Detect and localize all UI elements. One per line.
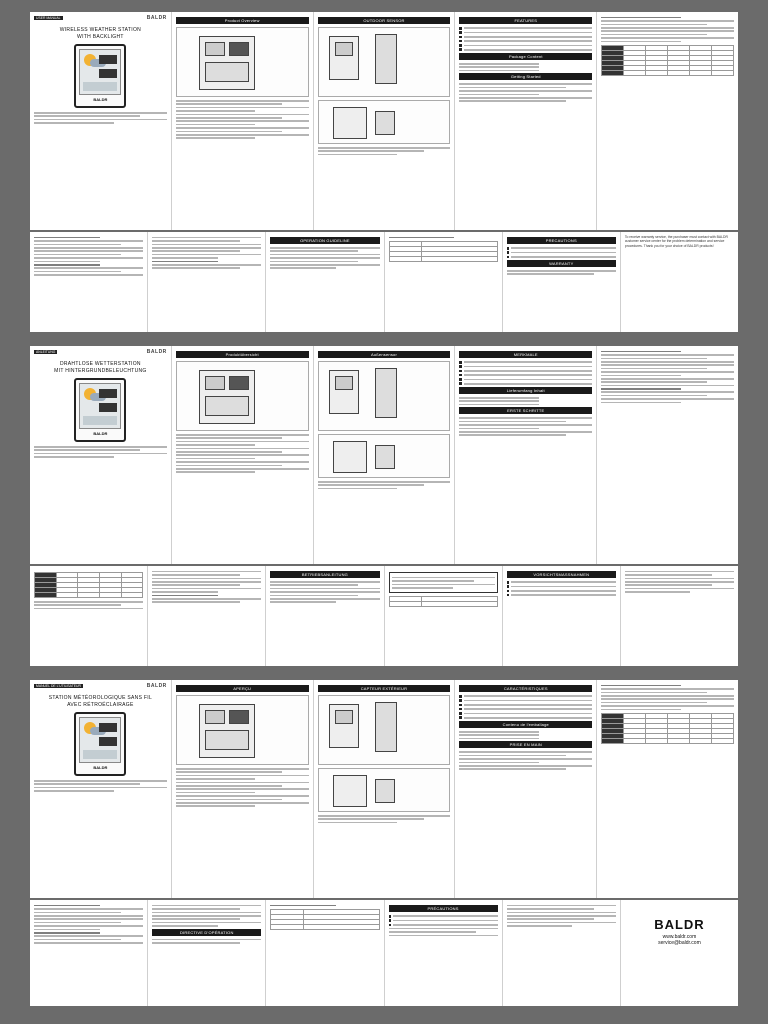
french-sensor-panel <box>314 680 456 898</box>
english-manual-back <box>30 232 738 332</box>
closing-note: To receive warranty service, the purchaser must contact with BALDR customer service center for the problem determination and service procedures. Thank you for your choice of BALDR products! <box>624 235 728 248</box>
section-header: OUTDOOR SENSOR <box>318 17 451 24</box>
english-cover-panel <box>30 12 172 230</box>
weather-station-illustration: BALDR <box>74 712 126 776</box>
german-overview-panel <box>172 346 314 564</box>
section-header: OPERATION GUIDELINE <box>270 237 379 244</box>
section-header: CAPTEUR EXTÉRIEUR <box>318 685 451 692</box>
brand-logo-large: BALDR <box>654 917 705 932</box>
french-manual-front <box>30 680 738 898</box>
section-header: APERÇU <box>176 685 309 692</box>
section-header: Lieferumfang Inhalt <box>459 387 592 394</box>
section-header: DIRECTIVE D'OPÉRATION <box>152 929 261 936</box>
section-header: FEATURES <box>459 17 592 24</box>
weather-station-illustration: BALDR <box>74 44 126 108</box>
section-header: Außensensor <box>318 351 451 358</box>
section-header: PRECAUTIONS <box>507 237 616 244</box>
german-settings-panel <box>597 346 738 564</box>
section-header: CARACTÉRISTIQUES <box>459 685 592 692</box>
manual-badge: ANLEITUNG <box>36 350 56 354</box>
troubleshooting-table <box>389 596 498 607</box>
german-manual-front <box>30 346 738 564</box>
section-header: VORSICHTSMASSNAHMEN <box>507 571 616 578</box>
french-cover-panel <box>30 680 172 898</box>
brand-logo: BALDR <box>146 15 167 21</box>
section-header: Product Overview <box>176 17 309 24</box>
english-manual-front <box>30 12 738 230</box>
section-header: Contenu de l'emballage <box>459 721 592 728</box>
display-diagram <box>176 27 309 97</box>
french-overview-panel <box>172 680 314 898</box>
cover-title: STATION MÉTÉOROLOGIQUE SANS FIL AVEC RÉTROÉCLAIRAGE <box>48 695 153 708</box>
german-sensor-panel <box>314 346 456 564</box>
section-header: Package Content <box>459 53 592 60</box>
french-features-panel <box>455 680 597 898</box>
troubleshooting-table <box>270 909 379 930</box>
language-table <box>601 45 734 76</box>
french-manual-back <box>30 900 738 1006</box>
language-table <box>601 713 734 744</box>
section-header: BETRIEBSANLEITUNG <box>270 571 379 578</box>
french-settings-panel <box>597 680 738 898</box>
manual-badge: USER MANUAL <box>36 16 61 20</box>
display-diagram <box>176 695 309 765</box>
sensor-diagram <box>318 695 451 765</box>
section-header: WARRANTY <box>507 260 616 267</box>
section-header: Getting Started <box>459 73 592 80</box>
german-manual-back <box>30 566 738 666</box>
language-table <box>34 572 143 598</box>
section-header: PRÉCAUTIONS <box>389 905 498 912</box>
german-cover-panel <box>30 346 172 564</box>
battery-diagram <box>318 100 451 144</box>
english-sensor-panel <box>314 12 456 230</box>
english-settings-panel <box>597 12 738 230</box>
sensor-diagram <box>318 361 451 431</box>
brand-logo: BALDR <box>146 683 167 689</box>
troubleshooting-table <box>389 241 498 262</box>
section-header: MERKMALE <box>459 351 592 358</box>
section-header: PRISE EN MAIN <box>459 741 592 748</box>
section-header: ERSTE SCHRITTE <box>459 407 592 414</box>
section-header: Produktübersicht <box>176 351 309 358</box>
display-diagram <box>176 361 309 431</box>
back-cover-panel <box>621 900 738 1006</box>
battery-diagram <box>318 434 451 478</box>
english-overview-panel <box>172 12 314 230</box>
manual-badge: MANUEL DE L'UTILISATEUR <box>36 684 81 688</box>
brand-logo: BALDR <box>146 349 167 355</box>
cover-title: DRAHTLOSE WETTERSTATION MIT HINTERGRUNDBELEUCHTUNG <box>54 361 147 374</box>
website-link[interactable]: www.baldr.com <box>662 934 697 940</box>
sensor-diagram <box>318 27 451 97</box>
german-features-panel <box>455 346 597 564</box>
english-features-panel <box>455 12 597 230</box>
cover-title: WIRELESS WEATHER STATION WITH BACKLIGHT <box>59 27 142 40</box>
service-email[interactable]: service@baldr.com <box>658 940 701 946</box>
battery-diagram <box>318 768 451 812</box>
weather-station-illustration: BALDR <box>74 378 126 442</box>
